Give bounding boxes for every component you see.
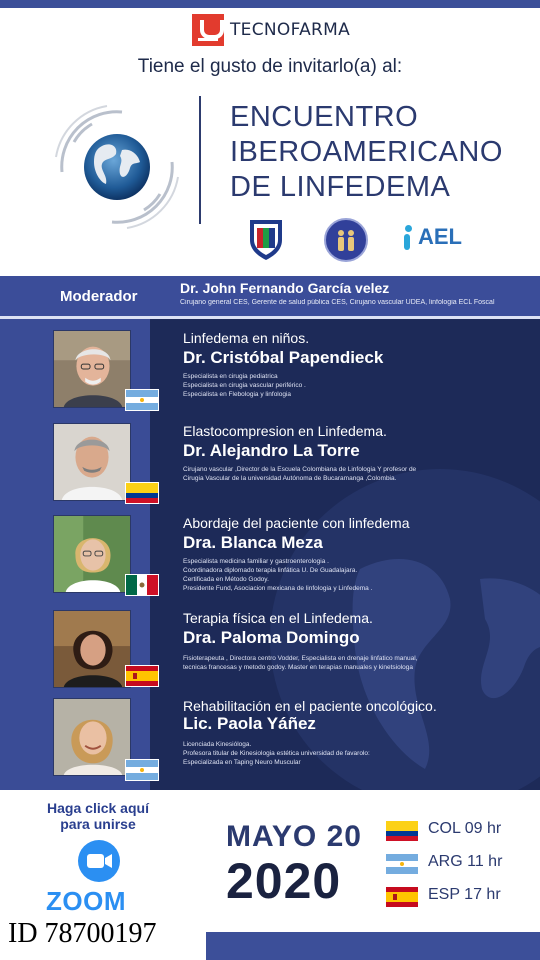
zoom-logo-text[interactable]: ZOOM (46, 886, 126, 916)
join-text-line[interactable]: Haga click aquí (47, 800, 149, 816)
seal-icon (324, 218, 368, 262)
moderator-description: Cirujano general CES, Gerente de salud pública CES, Cirujano vascular UDEA, linfologia ECL Foscal (180, 299, 495, 306)
time-row (386, 818, 536, 844)
speaker-name: Lic. Paola Yáñez (183, 714, 316, 733)
speaker-topic: Abordaje del paciente con linfedema (183, 515, 410, 531)
colombia-flag-icon (386, 821, 418, 841)
event-title (230, 100, 530, 205)
argentina-flag-icon (126, 760, 158, 780)
speaker-name: Dr. Cristóbal Papendieck (183, 348, 384, 367)
speaker-description-line: Especialista medicina familiar y gastroenterologia . (183, 558, 329, 565)
ecl-shield-icon (244, 216, 288, 264)
speaker-description-line: Licenciada Kinesióloga. (183, 741, 252, 748)
join-link[interactable] (28, 800, 168, 832)
speaker-description-line: Fisioterapeuta , Directora centro Vodder, Especialista en drenaje linfatico manual, (183, 655, 418, 662)
speaker-photo (53, 423, 131, 501)
speaker-topic: Linfedema en niños. (183, 330, 310, 346)
speaker-description (183, 740, 528, 767)
invite-text: Tiene el gusto de invitarlo(a) al: (137, 56, 403, 77)
event-title-line: IBEROAMERICANO (230, 136, 503, 168)
time-text: ARG 11 hr (428, 853, 503, 870)
speaker-description (183, 372, 528, 399)
speaker-topic: Rehabilitación en el paciente oncológico. (183, 698, 437, 714)
event-year: 2020 (226, 853, 342, 909)
speaker-name: Dr. Alejandro La Torre (183, 441, 360, 460)
speaker-description-line: Cirujano vascular ,Director de la Escuela Colombiana de Linfologia Y profesor de (183, 466, 417, 473)
time-row (386, 884, 536, 910)
speaker-description (183, 654, 528, 672)
speaker-photo (53, 610, 131, 688)
speaker-photo (53, 698, 131, 776)
speaker-description-line: tecnicas francesas y metodo godoy. Master en terapias manuales y kinetsiologa (183, 664, 414, 671)
time-text: COL 09 hr (428, 820, 502, 837)
speaker-description-line: Especializada en Taping Neuro Muscular (183, 759, 301, 766)
partner-logos (240, 216, 530, 266)
time-text: ESP 17 hr (428, 886, 501, 903)
speaker-description (183, 557, 528, 593)
speaker-description-line: Coordinadora diplomado terapia linfática U. De Guadalajara. (183, 567, 358, 574)
speaker-topic: Elastocompresion en Linfedema. (183, 423, 387, 439)
speaker-description-line: Certificada en Método Godoy. (183, 576, 269, 583)
ael-logo-text: AEL (418, 224, 462, 249)
mexico-flag-icon (126, 575, 158, 595)
speaker-photo (53, 515, 131, 593)
speaker-description (183, 465, 528, 483)
event-date: MAYO 20 (226, 820, 362, 853)
spain-flag-icon (126, 666, 158, 686)
argentina-flag-icon (386, 854, 418, 874)
zoom-camera-icon[interactable] (78, 840, 120, 882)
event-title-line: DE LINFEDEMA (230, 171, 451, 203)
brand-logo (192, 14, 350, 46)
speaker-description-line: Cirugia Vascular de la universidad Autónoma de Bucaramanga ,Colombia. (183, 475, 397, 482)
colombia-flag-icon (126, 483, 158, 503)
speaker-description-line: Especialista en cirugia vascular periférico . (183, 382, 306, 389)
speaker-name: Dra. Paloma Domingo (183, 628, 360, 647)
speaker-description-line: Especialista en cirugia pediatrica (183, 373, 278, 380)
join-text-line[interactable]: para unirse (60, 816, 136, 832)
speaker-description-line: Especialista en Flebologia y linfologia (183, 391, 292, 398)
moderator-name: Dr. John Fernando García velez (180, 280, 390, 296)
brand-name: TECNOFARMA (230, 20, 351, 40)
argentina-flag-icon (126, 390, 158, 410)
figures-icon (326, 220, 366, 260)
speaker-photo (53, 330, 131, 408)
ael-logo (402, 224, 462, 250)
spain-flag-icon (386, 887, 418, 907)
globe-icon (52, 102, 182, 232)
speaker-description-line: Profesora titular de Kinesiologia estética universidad de favarolo: (183, 750, 370, 757)
moderator-label: Moderador (60, 288, 138, 305)
speaker-name: Dra. Blanca Meza (183, 533, 323, 552)
camera-icon (78, 840, 120, 882)
speaker-description-line: Presidente Fund, Asociacion mexicana de linfologia y Linfedema . (183, 585, 373, 592)
speaker-topic: Terapia física en el Linfedema. (183, 610, 373, 626)
vertical-divider (199, 96, 201, 224)
event-title-line: ENCUENTRO (230, 101, 419, 133)
ael-figure-icon (402, 225, 414, 249)
tecnofarma-logo-icon (192, 14, 224, 46)
meeting-id: ID 78700197 (8, 918, 157, 949)
time-row (386, 851, 536, 877)
top-bar (0, 0, 540, 8)
